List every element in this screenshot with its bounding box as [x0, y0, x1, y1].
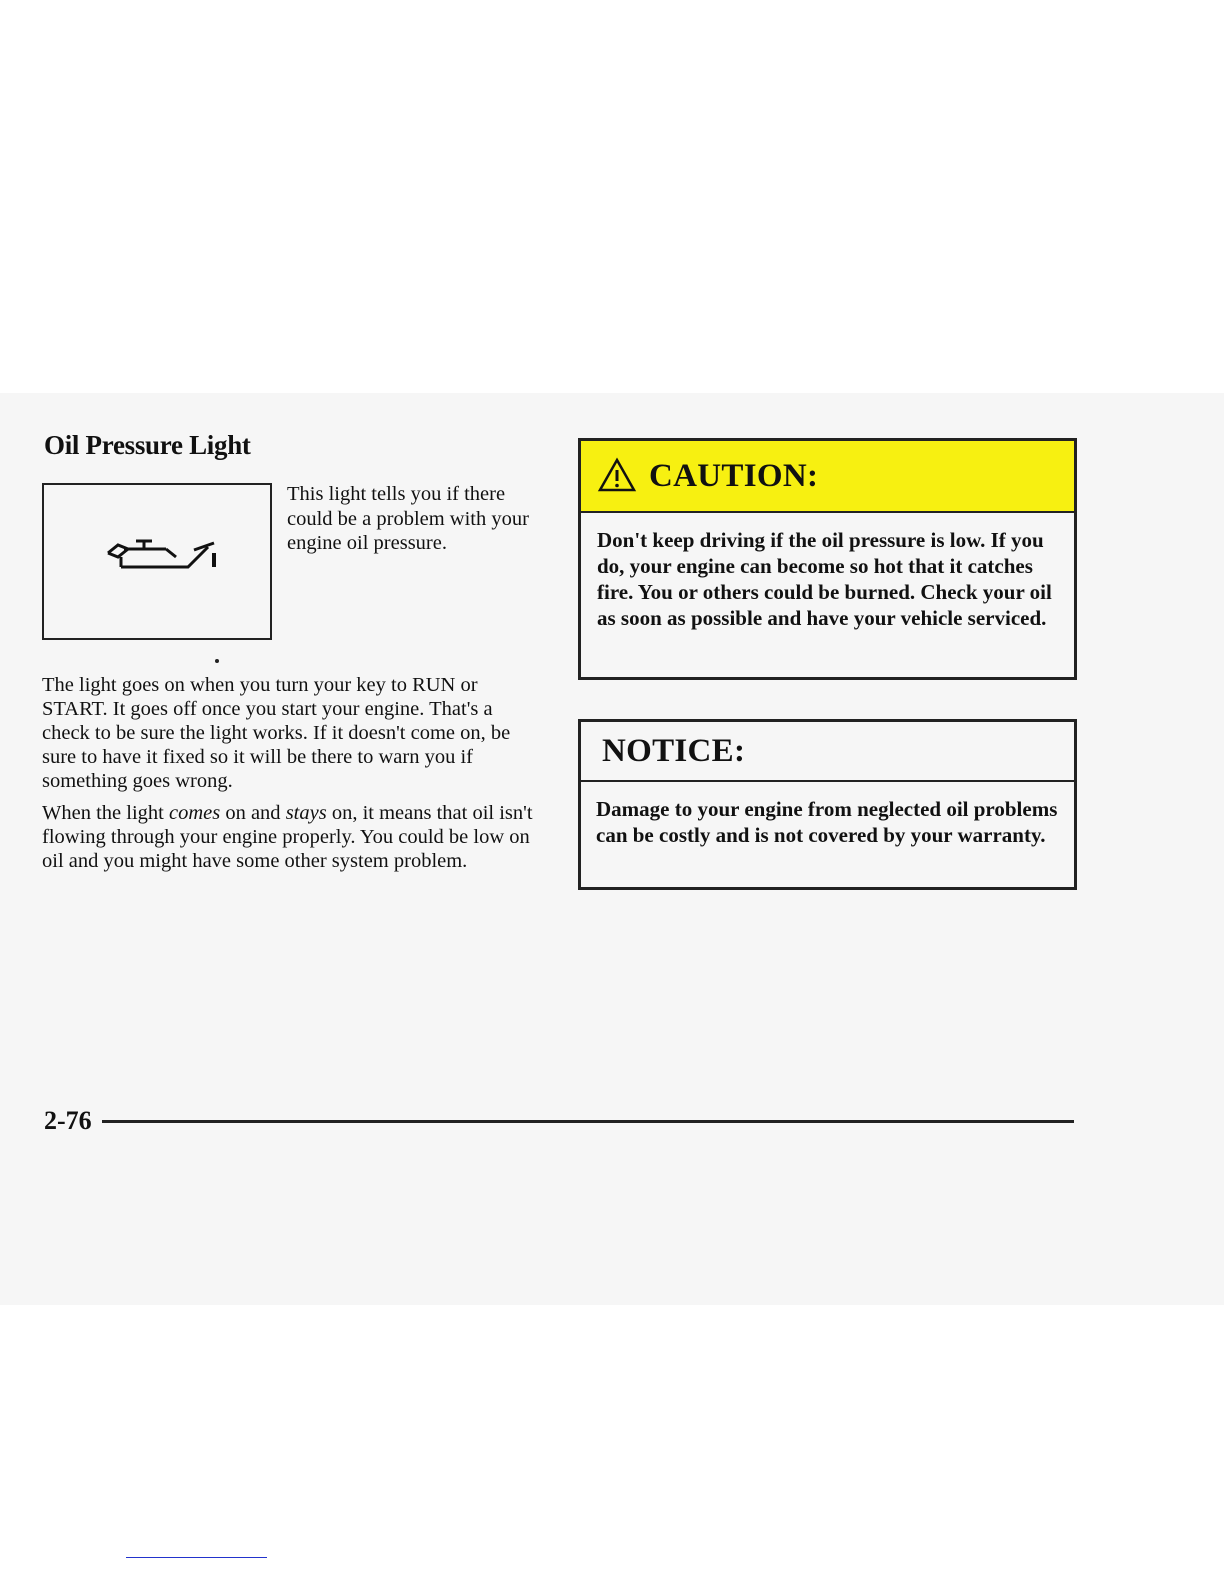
oil-can-icon [96, 535, 226, 595]
paragraph-2-part-2: on and [220, 802, 286, 824]
notice-header [581, 722, 1074, 782]
section-title: Oil Pressure Light [44, 430, 251, 460]
print-speck [215, 659, 219, 663]
caution-box [578, 438, 1077, 680]
footer-rule [102, 1120, 1074, 1123]
intro-text: This light tells you if there could be a problem with your engine oil pressure. [287, 483, 529, 554]
paragraph-2-part-3: on, it means that oil isn't flowing through your engine properly. You could be low on oil and you might have some other system problem. [42, 802, 533, 872]
notice-text: Damage to your engine from neglected oil problems can be costly and is not covered by your warranty. [596, 797, 1058, 847]
warning-triangle-icon [597, 457, 637, 493]
notice-box [578, 719, 1077, 890]
oil-pressure-symbol-box [42, 483, 272, 640]
caution-text: Don't keep driving if the oil pressure is low. If you do, your engine can become so hot that it catches fire. You or others could be burned. Check your oil as soon as possible and have your vehicle serviced. [597, 528, 1052, 630]
emphasis-comes: comes [168, 802, 221, 824]
page-number: 2-76 [44, 1106, 92, 1135]
notice-title: NOTICE: [602, 732, 746, 769]
caution-title: CAUTION: [649, 457, 819, 494]
bottom-divider [126, 1557, 267, 1558]
paragraph-1: The light goes on when you turn your key to RUN or START. It goes off once you start your engine. That's a check to be sure the light works. If it doesn't come on, be sure to have it fixed so it will be there to warn you if something goes wrong. [42, 674, 511, 792]
paragraph-2-part-1: When the light [42, 802, 169, 824]
page-footer [44, 1104, 1074, 1138]
emphasis-stays: stays [285, 802, 327, 824]
paragraph-2 [42, 801, 542, 873]
body-text [42, 673, 542, 881]
caution-header [581, 441, 1074, 513]
